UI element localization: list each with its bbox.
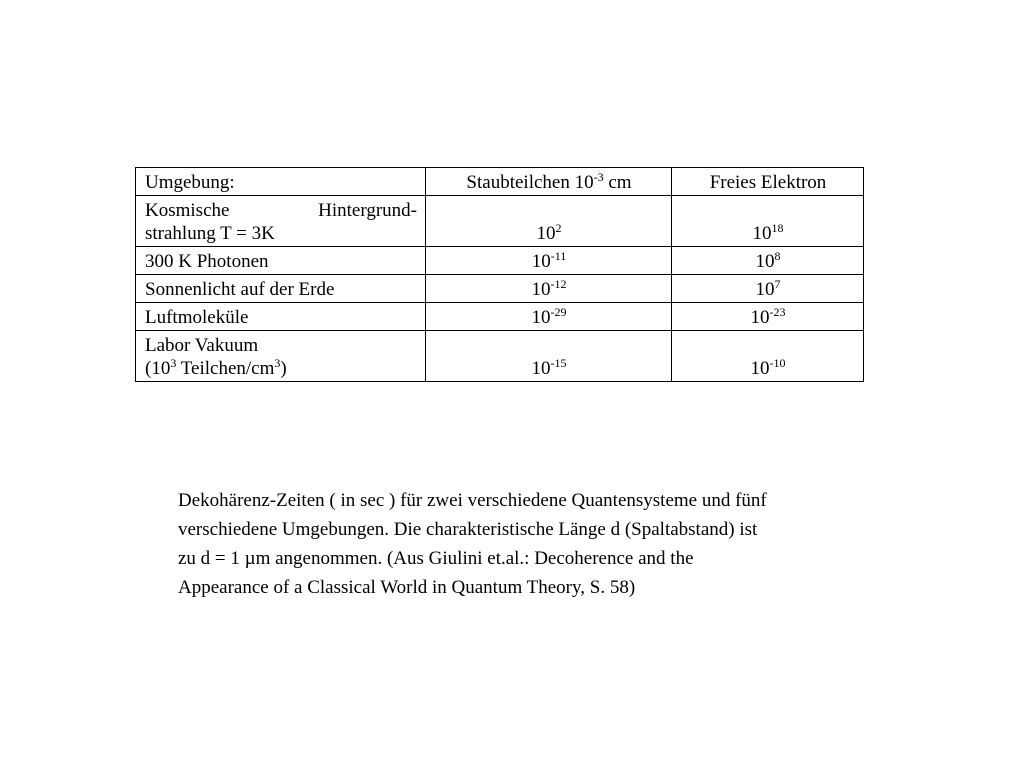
decoherence-times-table: [135, 167, 864, 382]
electron-value-cell: $10^7$: [672, 275, 864, 303]
table-row: [136, 303, 864, 331]
table-row: [136, 275, 864, 303]
env-cell: Sonnenlicht auf der Erde: [136, 275, 426, 303]
env-cell: [136, 196, 426, 247]
caption-line: Dekohärenz-Zeiten ( in sec ) für zwei verschiedene Quantensysteme und fünf: [178, 490, 767, 511]
dust-value-cell: $10^{-11}$: [426, 247, 672, 275]
env-cell-line: ($10^3$ Teilchen/$cm^3$): [145, 356, 287, 379]
caption-line: Appearance of a Classical World in Quantum Theory, S. 58): [178, 577, 636, 598]
table-header-row: [136, 168, 864, 196]
env-cell-line: Labor Vakuum: [145, 335, 259, 356]
table-row: [136, 247, 864, 275]
dust-value-cell: $10^{-29}$: [426, 303, 672, 331]
env-cell: 300 K Photonen: [136, 247, 426, 275]
table-row: [136, 331, 864, 382]
env-cell: Luftmoleküle: [136, 303, 426, 331]
env-cell: [136, 331, 426, 382]
caption-line: verschiedene Umgebungen. Die charakteristische Länge d (Spaltabstand) ist: [178, 519, 758, 540]
electron-value-cell: $10^{-10}$: [672, 331, 864, 382]
electron-value-cell: $10^{18}$: [672, 196, 864, 247]
header-free-electron: Freies Elektron: [672, 168, 864, 196]
electron-value-cell: $10^8$: [672, 247, 864, 275]
electron-value-cell: $10^{-23}$: [672, 303, 864, 331]
table-caption: [178, 486, 908, 602]
dust-value-cell: $10^{-15}$: [426, 331, 672, 382]
dust-value-cell: $10^2$: [426, 196, 672, 247]
env-cell-line: Kosmische Hintergrund-: [145, 200, 417, 221]
header-environment: Umgebung:: [136, 168, 426, 196]
dust-value-cell: $10^{-12}$: [426, 275, 672, 303]
caption-line: zu d = 1 µm angenommen. (Aus Giulini et.al.: Decoherence and the: [178, 548, 694, 569]
env-cell-line: strahlung T = 3K: [145, 223, 275, 244]
table-row: [136, 196, 864, 247]
header-dust-particle: Staubteilchen $10^{-3}$ cm: [426, 168, 672, 196]
